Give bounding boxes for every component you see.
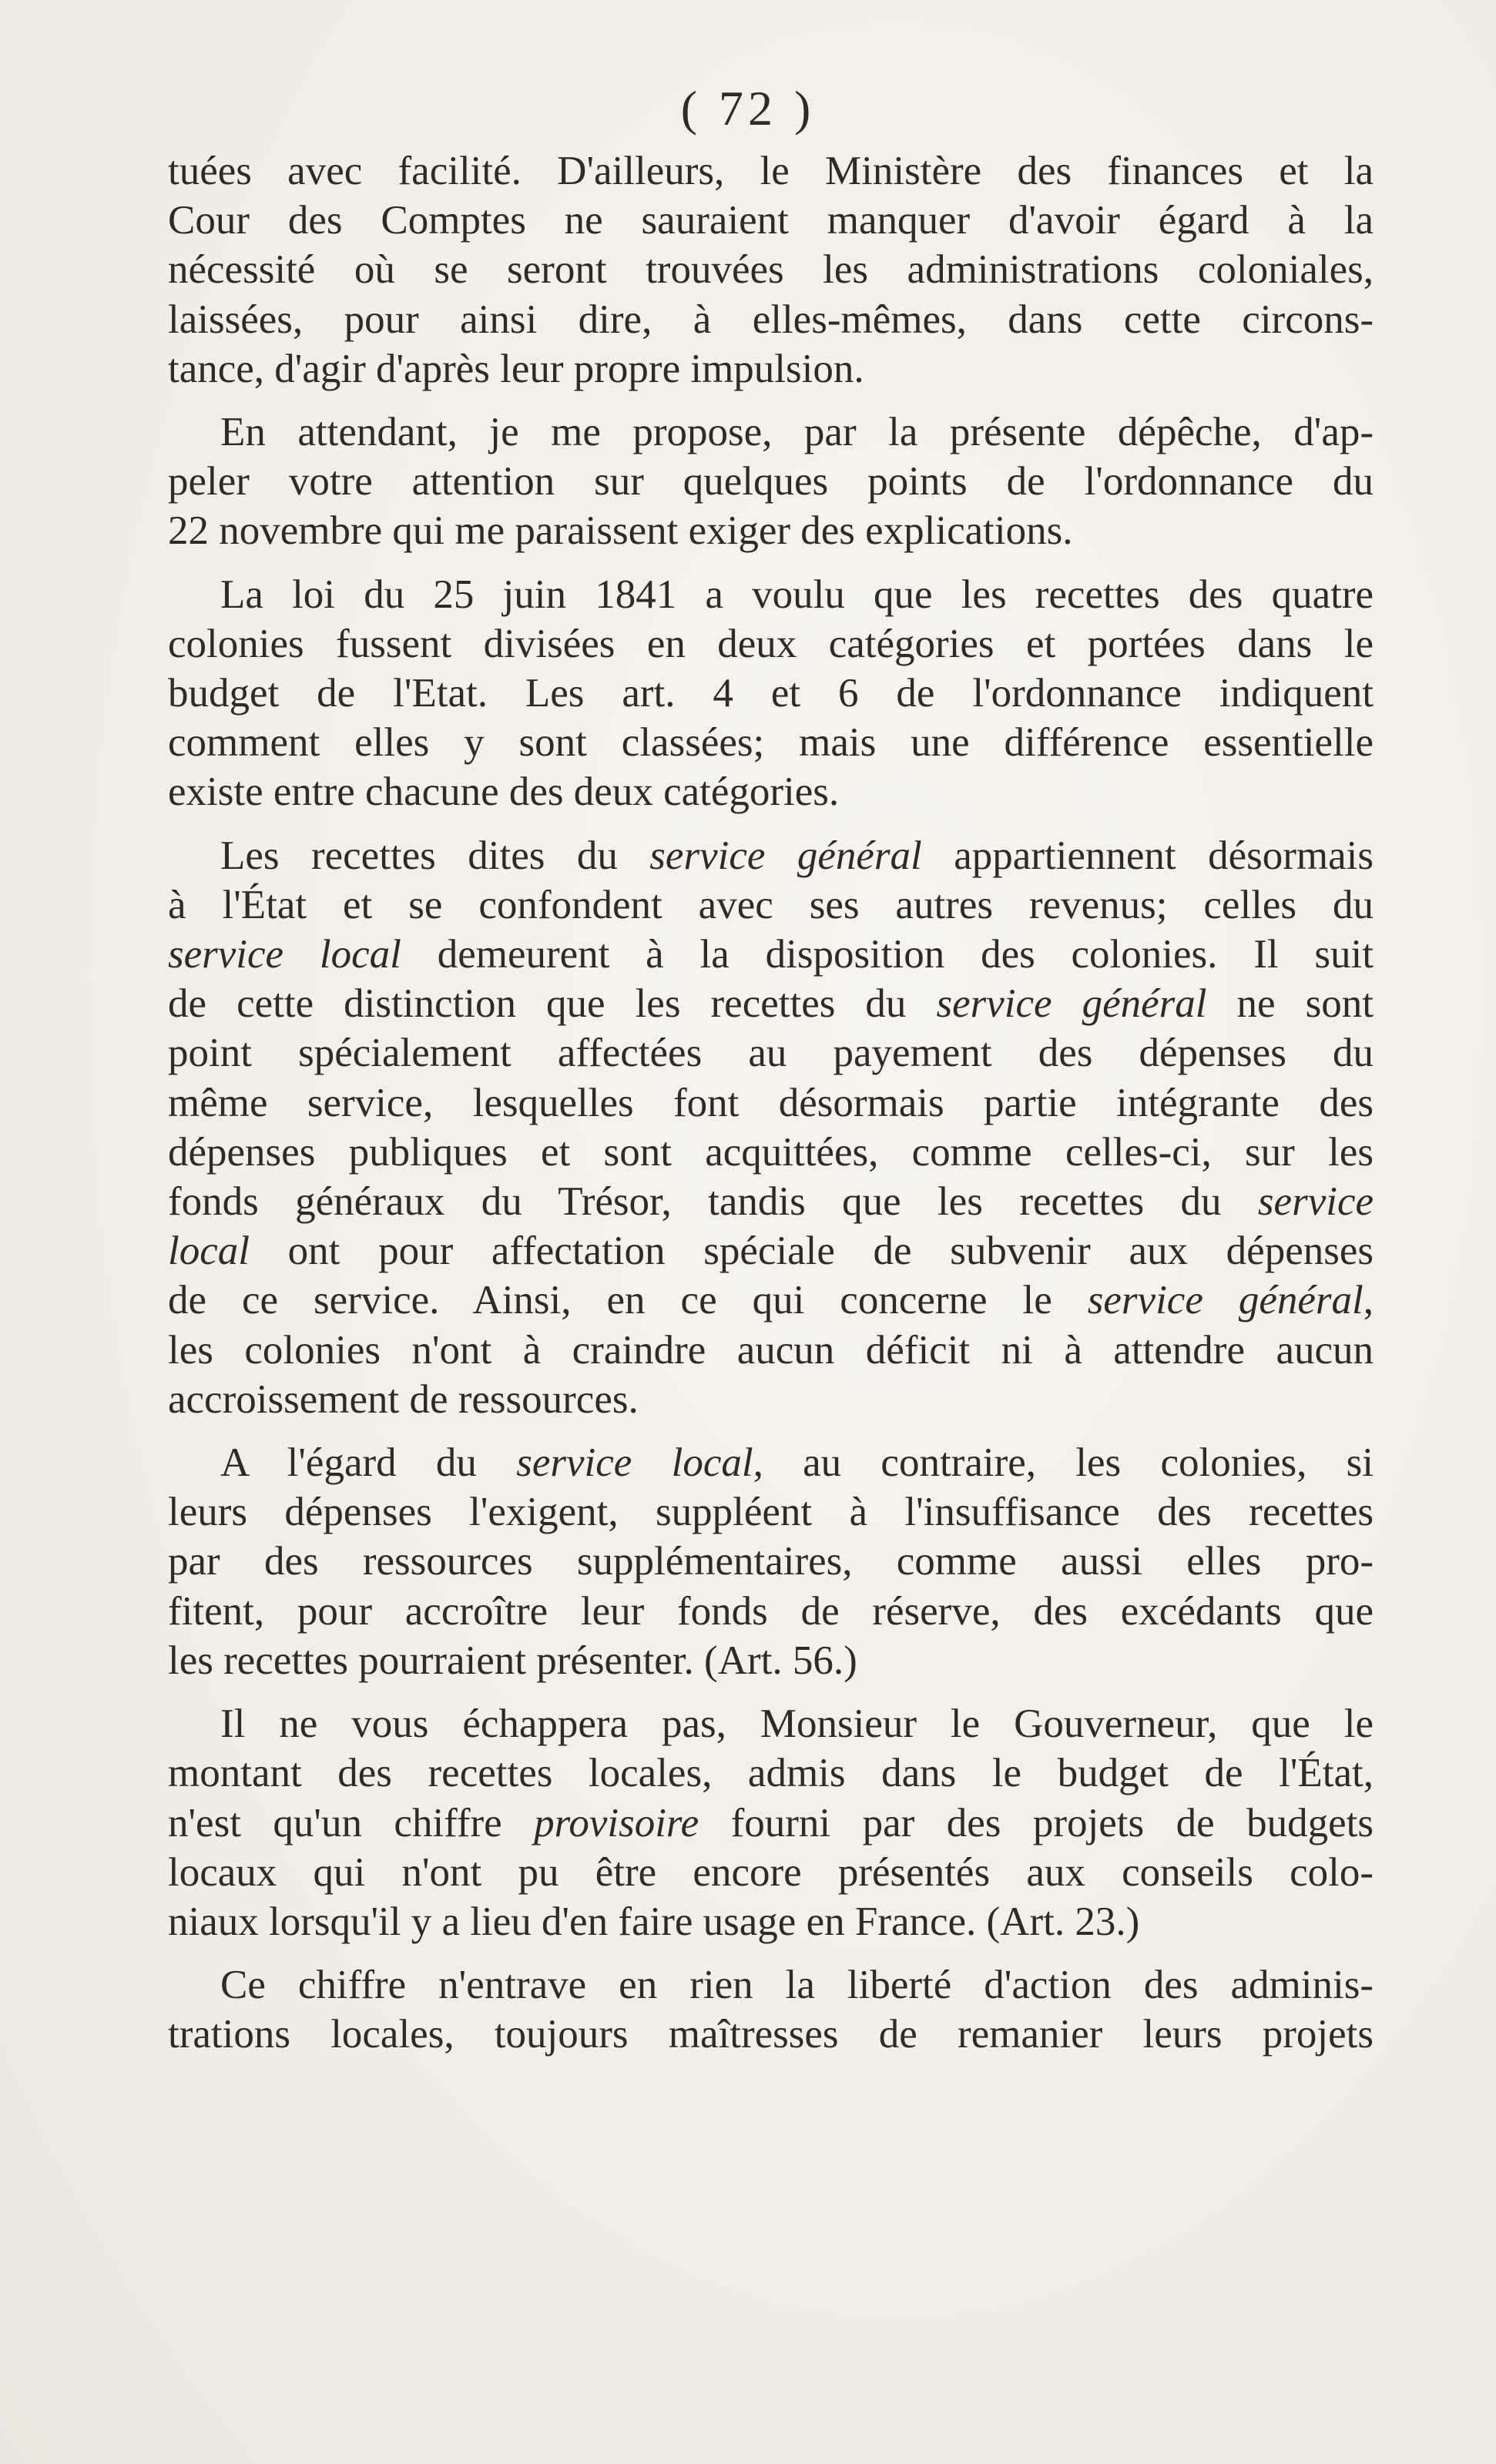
text-line xyxy=(168,669,1374,718)
text-run: les colonies n'ont à craindre aucun déficit ni à attendre aucun xyxy=(168,1327,1374,1373)
text-line xyxy=(168,1078,1374,1128)
text-run: montant des recettes locales, admis dans le budget de l'État, xyxy=(168,1751,1374,1796)
paragraph xyxy=(168,831,1374,1424)
text-line xyxy=(168,1799,1374,1848)
text-run: à l'État et se confondent avec ses autres revenus; celles du xyxy=(168,882,1374,927)
text-line xyxy=(168,245,1374,294)
text-run: Cour des Comptes ne sauraient manquer d'avoir égard à la xyxy=(168,198,1374,243)
text-run: nécessité où se seront trouvées les administrations coloniales, xyxy=(168,247,1374,293)
italic-term: service général xyxy=(1087,1278,1364,1323)
paragraph xyxy=(168,407,1374,556)
italic-term: service général xyxy=(649,833,922,878)
text-line xyxy=(168,146,1374,196)
text-run: 22 novembre qui me paraissent exiger des explications. xyxy=(168,508,1073,554)
text-line xyxy=(168,767,1374,816)
text-line xyxy=(168,1375,1374,1424)
text-line xyxy=(168,831,1374,880)
text-line xyxy=(168,880,1374,930)
text-line xyxy=(168,344,1374,394)
text-run: trations locales, toujours maîtresses de remanier leurs projets xyxy=(168,2012,1374,2057)
text-line xyxy=(168,196,1374,245)
text-run: de ce service. Ainsi, en ce qui concerne le xyxy=(168,1278,1088,1323)
paragraph xyxy=(168,146,1374,394)
text-line xyxy=(168,1897,1374,1946)
text-line xyxy=(168,979,1374,1028)
text-line xyxy=(168,1537,1374,1586)
italic-term: service local xyxy=(168,932,401,977)
text-line xyxy=(168,2010,1374,2059)
text-run: accroissement de ressources. xyxy=(168,1376,639,1422)
paragraph xyxy=(168,1438,1374,1685)
italic-term: local xyxy=(168,1229,250,1274)
text-line xyxy=(168,1177,1374,1226)
text-run: peler votre attention sur quelques points de l'ordonnance du xyxy=(168,459,1374,505)
paragraph xyxy=(168,1960,1374,2059)
text-run: locaux qui n'ont pu être encore présentés aux conseils colo- xyxy=(168,1849,1374,1895)
italic-term: service local xyxy=(516,1440,753,1486)
text-run: En attendant, je me propose, par la présente dépêche, d'ap- xyxy=(220,410,1374,455)
italic-term: service xyxy=(1257,1179,1374,1225)
text-line xyxy=(168,1848,1374,1897)
text-run: laissées, pour ainsi dire, à elles-mêmes, dans cette circons- xyxy=(168,297,1374,342)
text-line xyxy=(168,1438,1374,1487)
paragraph xyxy=(168,570,1374,817)
text-run: tuées avec facilité. D'ailleurs, le Ministère des finances et la xyxy=(168,149,1374,193)
text-run: Les recettes dites du xyxy=(220,833,650,878)
text-run: par des ressources supplémentaires, comme aussi elles pro- xyxy=(168,1539,1374,1584)
text-run: niaux lorsqu'il y a lieu d'en faire usage en France. (Art. 23.) xyxy=(168,1899,1140,1944)
text-run: leurs dépenses l'exigent, suppléent à l'insuffisance des recettes xyxy=(168,1490,1374,1535)
text-line xyxy=(168,1276,1374,1325)
text-line xyxy=(168,1748,1374,1798)
text-run: dépenses publiques et sont acquittées, comme celles-ci, sur les xyxy=(168,1129,1374,1175)
text-line xyxy=(168,570,1374,619)
text-run: Ce chiffre n'entrave en rien la liberté d'action des adminis- xyxy=(220,1963,1374,2008)
text-run: A l'égard du xyxy=(220,1440,517,1486)
italic-term: provisoire xyxy=(534,1800,699,1845)
text-run: fonds généraux du Trésor, tandis que les recettes du xyxy=(168,1179,1258,1225)
text-run: Il ne vous échappera pas, Monsieur le Gouverneur, que le xyxy=(220,1701,1374,1747)
text-run: fourni par des projets de budgets xyxy=(699,1800,1374,1845)
text-run: comment elles y sont classées; mais une différence essentielle xyxy=(168,720,1374,766)
text-line xyxy=(168,506,1374,555)
text-run: point spécialement affectées au payement des dépenses du xyxy=(168,1031,1374,1076)
text-line xyxy=(168,1326,1374,1375)
text-line xyxy=(168,1699,1374,1748)
text-run: de cette distinction que les recettes du xyxy=(168,981,937,1027)
text-line xyxy=(168,718,1374,767)
text-line xyxy=(168,619,1374,669)
text-run: n'est qu'un chiffre xyxy=(168,1800,535,1845)
text-run: demeurent à la disposition des colonies. Il suit xyxy=(401,932,1374,977)
text-run: même service, lesquelles font désormais partie intégrante des xyxy=(168,1080,1374,1125)
text-run: fitent, pour accroître leur fonds de réserve, des excédants que xyxy=(168,1588,1374,1634)
text-line xyxy=(168,1487,1374,1537)
text-line xyxy=(168,1636,1374,1685)
text-run: , xyxy=(1363,1278,1374,1323)
text-line xyxy=(168,1587,1374,1636)
text-line xyxy=(168,1028,1374,1078)
text-line xyxy=(168,1960,1374,2010)
text-line xyxy=(168,407,1374,457)
text-run: La loi du 25 juin 1841 a voulu que les recettes des quatre xyxy=(220,572,1374,617)
text-run: tance, d'agir d'après leur propre impulsion. xyxy=(168,346,864,391)
text-run: les recettes pourraient présenter. (Art. 56.) xyxy=(168,1638,857,1683)
text-run: , au contraire, les colonies, si xyxy=(753,1440,1374,1486)
page-number: ( 72 ) xyxy=(680,81,816,136)
paragraph xyxy=(168,1699,1374,1946)
text-run: ont pour affectation spéciale de subvenir aux dépenses xyxy=(249,1229,1374,1274)
body-text xyxy=(168,146,1374,2073)
text-line xyxy=(168,295,1374,344)
text-run: ne sont xyxy=(1206,981,1374,1027)
text-run: appartiennent désormais xyxy=(921,833,1374,878)
text-line xyxy=(168,930,1374,979)
text-line xyxy=(168,457,1374,506)
text-run: colonies fussent divisées en deux catégories et portées dans le xyxy=(168,621,1374,666)
text-line xyxy=(168,1226,1374,1276)
text-run: existe entre chacune des deux catégories. xyxy=(168,769,840,815)
text-line xyxy=(168,1128,1374,1177)
italic-term: service général xyxy=(936,981,1207,1027)
text-run: budget de l'Etat. Les art. 4 et 6 de l'ordonnance indiquent xyxy=(168,671,1374,716)
